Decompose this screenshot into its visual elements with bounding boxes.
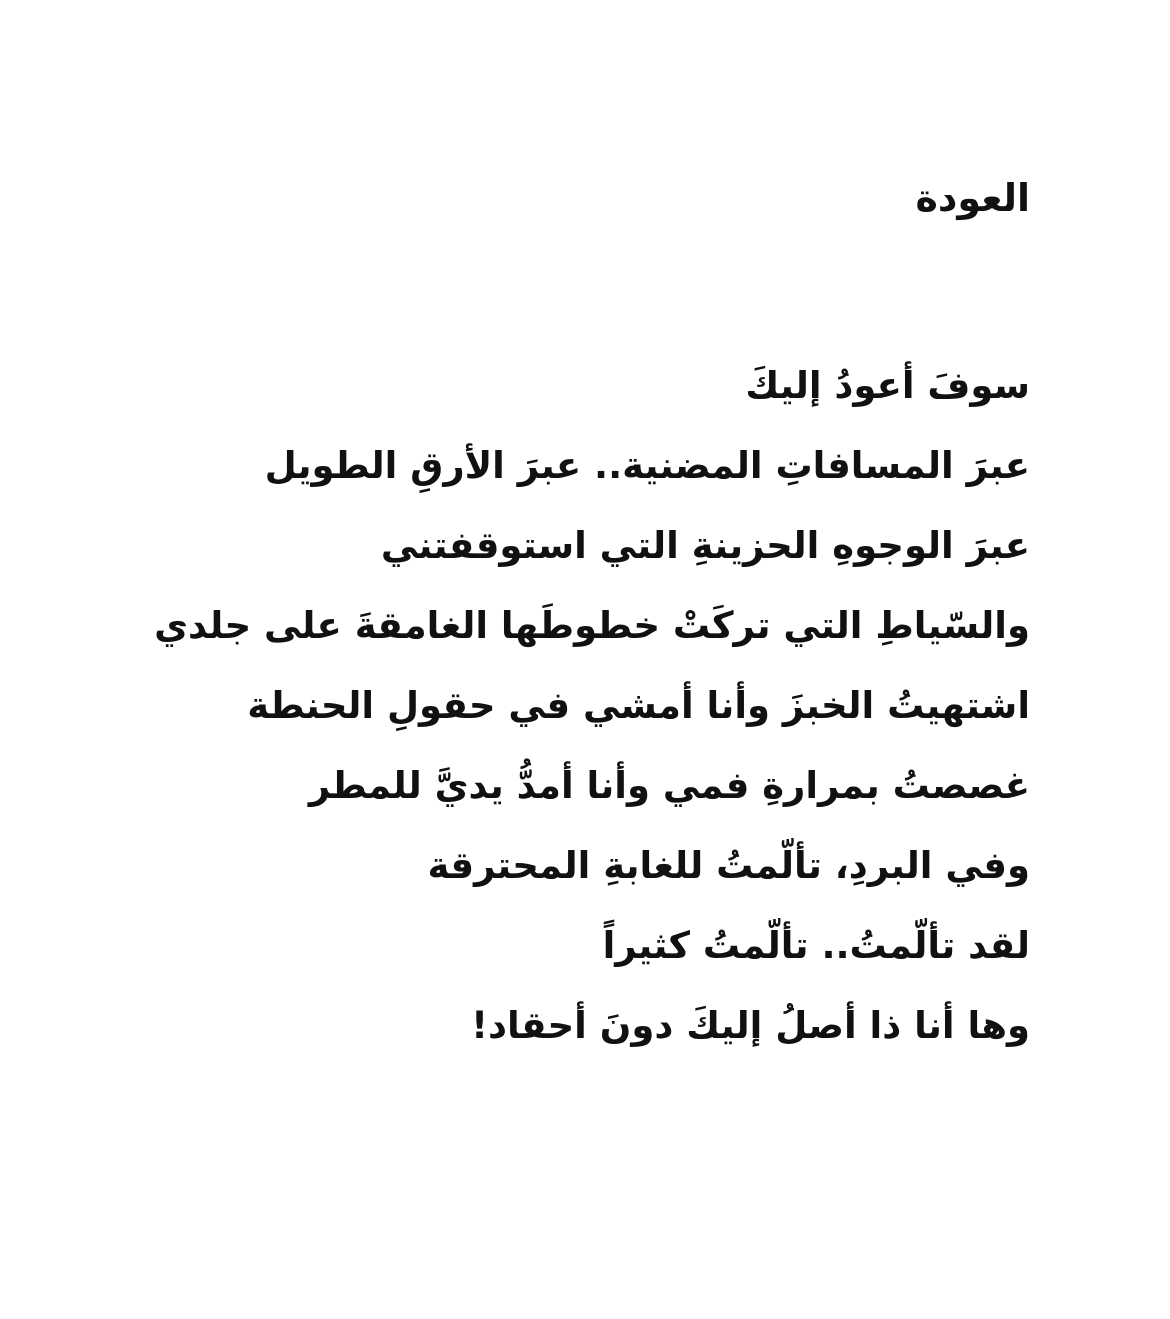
poem-line: وها أنا ذا أصلُ إليكَ دونَ أحقاد! <box>471 1004 1030 1047</box>
poem-line: اشتهيتُ الخبزَ وأنا أمشي في حقولِ الحنطة <box>247 684 1030 727</box>
poem-title: العودة <box>915 176 1030 220</box>
poem <box>130 168 1030 1066</box>
poem-line: عبرَ المسافاتِ المضنية.. عبرَ الأرقِ الطويل <box>264 444 1030 487</box>
poem-line: وفي البردِ، تألّمتُ للغابةِ المحترقة <box>427 844 1030 887</box>
poem-line: غصصتُ بمرارةِ فمي وأنا أمدُّ يديَّ للمطر <box>308 764 1030 807</box>
poem-line: لقد تألّمتُ.. تألّمتُ كثيراً <box>602 924 1030 967</box>
poem-line: عبرَ الوجوهِ الحزينةِ التي استوقفتني <box>380 524 1030 567</box>
poem-lines <box>130 346 1030 1066</box>
poem-line: والسّياطِ التي تركَتْ خطوطَها الغامقةَ على جلدي <box>154 604 1030 647</box>
poem-line: سوفَ أعودُ إليكَ <box>745 364 1030 407</box>
